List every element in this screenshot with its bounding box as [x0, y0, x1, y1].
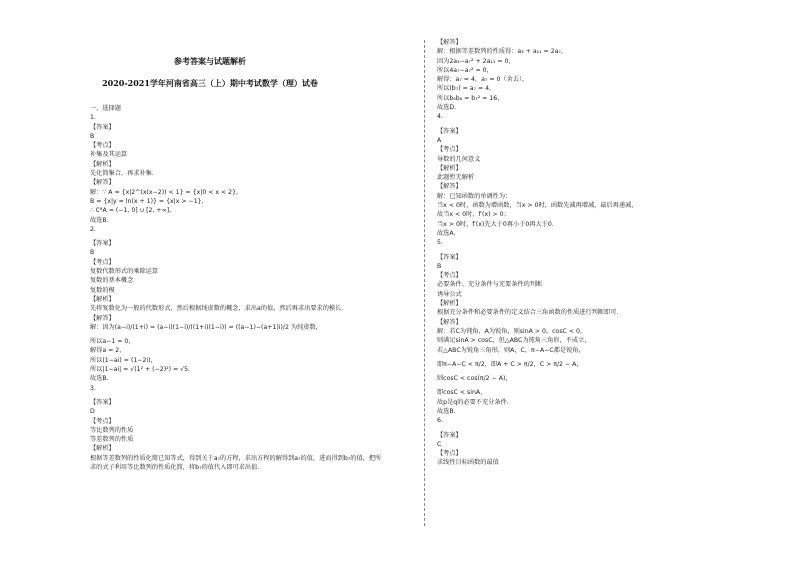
- text-line: 【解答】: [90, 314, 115, 322]
- text-line: 【答案】: [90, 398, 115, 406]
- text-line: 【答案】: [90, 240, 115, 248]
- text-line: 求线性目标函数的最值: [437, 459, 499, 467]
- text-line: 【解答】: [437, 39, 462, 46]
- text-line: 诱导公式: [437, 290, 462, 298]
- text-line: 解：若C为钝角，A为锐角，则sinA > 0，cosC < 0，: [437, 327, 587, 335]
- text-line: 故选B.: [90, 216, 109, 224]
- text-line: 【解答】: [437, 183, 462, 191]
- text-line: 复数的模: [90, 286, 115, 294]
- text-line: 【考点】: [437, 146, 462, 154]
- text-line: 等比数列的性质: [90, 426, 134, 434]
- text-line: 复数代数形式的乘除运算: [90, 268, 159, 276]
- text-line: 故p是q的必要不充分条件.: [437, 398, 509, 406]
- text-line: 故选A.: [437, 229, 456, 237]
- document-title: 参考答案与试题解析: [174, 56, 246, 66]
- text-line: 【答案】: [437, 431, 462, 439]
- text-line: 【解析】: [437, 300, 462, 308]
- text-line: 所以|1−ai| = √(1² + (−2)²) = √5.: [90, 366, 190, 374]
- text-line: A: [437, 136, 442, 144]
- text-line: 补集及其运算: [90, 151, 128, 159]
- text-line: 若△ABC为锐角三角形，则A，C，π−A−C都是锐角，: [437, 346, 585, 354]
- text-line: 6.: [437, 417, 443, 425]
- text-line: D: [90, 408, 95, 416]
- text-line: 先化简集合，再求补集.: [90, 170, 154, 178]
- text-line: 则cosC < cos(π/2 − A)，: [437, 375, 512, 383]
- text-line: 根据等差数列的性质化简已知等式，得到关于a₇的方程，求出方程的解得到a₇的值，进而得到b₇的值，把所: [90, 454, 382, 462]
- text-line: 【解析】: [90, 295, 115, 303]
- text-line: 【考点】: [437, 272, 462, 280]
- text-line: 故选B.: [437, 407, 456, 415]
- text-line: 2.: [90, 225, 96, 233]
- text-line: B = {x|y = ln(x + 1)} = {x|x > −1},: [90, 197, 204, 205]
- text-line: 5.: [437, 239, 443, 247]
- text-line: 解：根据等差数列的性质得：a₃ + a₁₁ = 2a₇，: [437, 48, 568, 56]
- text-line: 当x > 0时，f′(x)先大于0再小于0再大于0.: [437, 220, 554, 228]
- text-line: C: [437, 440, 442, 448]
- text-line: 【答案】: [90, 123, 115, 131]
- text-line: 【考点】: [90, 417, 115, 425]
- text-line: 一、选择题: [90, 105, 121, 112]
- left-column: [90, 104, 412, 472]
- text-line: 解得a = 2，: [90, 347, 126, 355]
- text-line: 解：因为(a−i)/(1+i) = (a−i)(1−i)/((1+i)(1−i)) = ((a−1)−(a+1)i)/2 为纯虚数，: [90, 323, 322, 331]
- document-subtitle: 2020-2021学年河南省高三（上）期中考试数学（理）试卷: [102, 78, 318, 88]
- text-line: 必要条件、充分条件与充要条件的判断: [437, 281, 543, 289]
- text-line: 解：∵ A = {x|2^(x(x−2)) < 1} = {x|0 < x < 2},: [90, 188, 239, 196]
- text-line: 即cosC < sinA，: [437, 389, 487, 397]
- text-line: 故选B.: [90, 375, 109, 383]
- text-line: 根据充分条件和必要条件的定义结合三角函数的性质进行判断即可.: [437, 309, 619, 317]
- text-line: 【解答】: [437, 318, 462, 326]
- text-line: 故当x < 0时，f′(x) > 0；: [437, 211, 510, 219]
- text-line: 复数的基本概念: [90, 277, 134, 285]
- text-line: 【答案】: [437, 127, 462, 135]
- text-line: ∴ ∁ᴮA = (−1, 0] ∪ [2, +∞],: [90, 207, 172, 215]
- text-line: B: [437, 262, 442, 270]
- text-line: 解得：a₇ = 4，a₇ = 0（舍去），: [437, 76, 529, 84]
- text-line: 【考点】: [437, 450, 462, 458]
- text-line: 当x < 0时，函数为增函数，当x > 0时，函数先减再增减，最后再递减，: [437, 202, 638, 210]
- text-line: 【解答】: [90, 179, 115, 187]
- text-line: 【考点】: [90, 258, 115, 266]
- text-line: 等差数列的性质: [90, 436, 134, 444]
- text-line: 4.: [437, 113, 443, 121]
- text-line: 【解析】: [90, 160, 115, 168]
- text-line: B: [90, 249, 95, 257]
- text-line: 因为2a₃−a₇² + 2a₁₁ = 0，: [437, 57, 515, 65]
- text-line: 【考点】: [90, 142, 115, 150]
- text-line: 解：已知函数的单调性为：: [437, 192, 512, 200]
- text-line: 1.: [90, 114, 96, 122]
- column-divider: [424, 40, 425, 526]
- text-line: 所以a−1 = 0，: [90, 338, 135, 346]
- text-line: 求的式子利用等比数列的性质化简，将b₇的值代入即可求出值.: [90, 463, 260, 471]
- text-line: 【解析】: [90, 445, 115, 453]
- text-line: 所以4a₇−a₇² = 0，: [437, 66, 493, 74]
- text-line: 先将复数化为一般的代数形式，然后根据纯虚数的概念，求出a的值，然后再求出要求的模长.: [90, 305, 344, 313]
- text-line: B: [90, 132, 95, 140]
- text-line: 所以b₆b₈ = b₇² = 16，: [437, 94, 504, 102]
- text-line: 此题暂无解析: [437, 174, 475, 182]
- text-line: 3.: [90, 384, 96, 392]
- text-line: 故选D.: [437, 104, 457, 112]
- text-line: 导数的几何意义: [437, 155, 481, 163]
- text-line: 所以(b₇) = a₇ = 4，: [437, 85, 496, 93]
- text-line: 则满足sinA > cosC，但△ABC为钝角三角形，不成立，: [437, 337, 591, 345]
- right-column: [437, 38, 767, 468]
- text-line: 【解析】: [437, 164, 462, 172]
- text-line: 即π−A−C < π/2，即A + C > π/2，C > π/2 − A，: [437, 360, 583, 368]
- text-line: 【答案】: [437, 253, 462, 261]
- text-line: 所以(1−ai) = (1−2i)，: [90, 356, 157, 364]
